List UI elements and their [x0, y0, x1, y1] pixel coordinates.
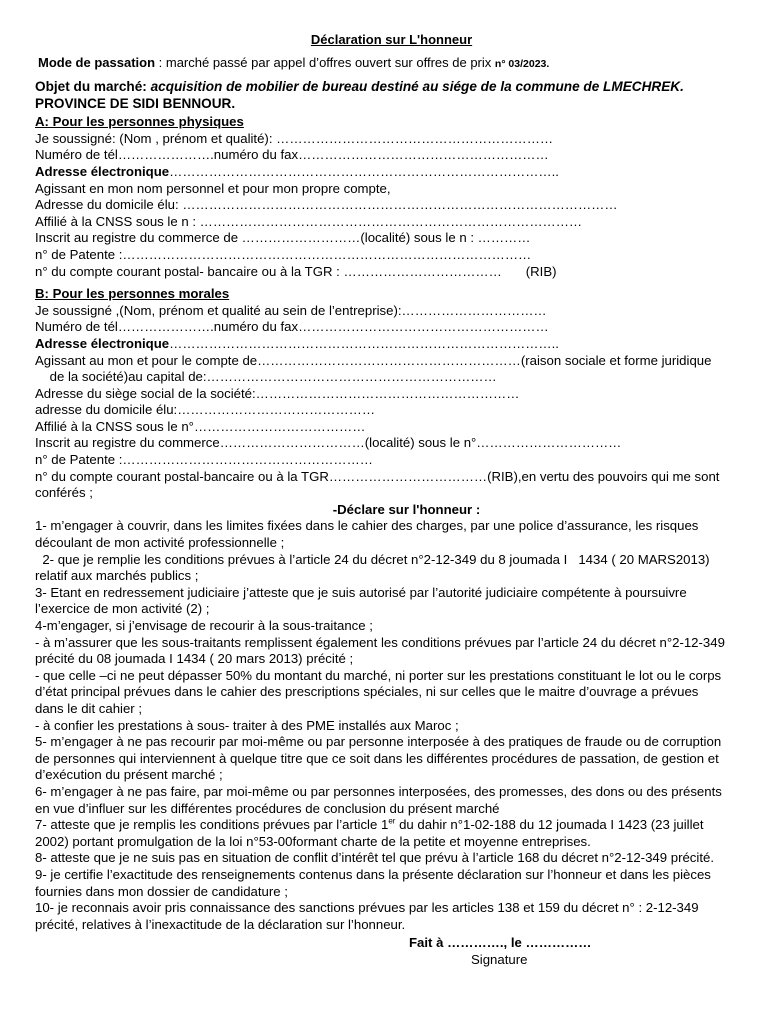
fait-a-line: Fait à …………., le ……………	[409, 935, 592, 951]
document-title: Déclaration sur L'honneur	[310, 32, 473, 47]
b-email-label: Adresse électronique	[35, 335, 170, 351]
signature-label: Signature	[471, 951, 528, 967]
item-line: l’exercice de mon activité (2) ;	[35, 601, 210, 617]
declare-heading: -Déclare sur l'honneur :	[332, 501, 481, 517]
section-b-heading: B: Pour les personnes morales	[35, 286, 230, 302]
item-line: 4-m’engager, si j’envisage de recourir à la sous-traitance ;	[35, 618, 373, 633]
item-line: - à m’assurer que les sous-traitants remplissent également les conditions prévues par l’article 24 du décret n°2-12-349	[35, 634, 725, 650]
b-patente: n° de Patente :…………………………………………………	[35, 452, 373, 468]
b-domicile: adresse du domicile élu:………………………………………	[35, 402, 376, 418]
item-line: 10- je reconnais avoir pris connaissance des sanctions prévues par les articles 138 et 159 du décret n° : 2-12-349	[35, 900, 699, 916]
a-telephone: Numéro de tél………………….numéro du fax…………………………………………………	[35, 147, 549, 163]
declaration-items	[35, 518, 730, 933]
mode-number: n° 03/2023.	[494, 57, 550, 70]
a-email-dots: ……………………………………………………………………………..	[169, 163, 559, 179]
b-cnss: Affilié à la CNSS sous le n°…………………………………	[35, 418, 366, 434]
a-email-label: Adresse électronique	[35, 163, 170, 179]
a-compte-text: n° du compte courant postal- bancaire ou à la TGR : ………………………………	[35, 263, 502, 279]
a-patente: n° de Patente :…………………………………………………………………………………	[35, 246, 532, 262]
objet-label: Objet du marché:	[35, 79, 151, 95]
item-line: 2- que je remplie les conditions prévues à l’article 24 du décret n°2-12-349 du 8 joumada I 1434 ( 20 MARS2013)	[35, 551, 710, 567]
b-email-dots: ……………………………………………………………………………..	[169, 335, 559, 351]
item-line: 6- m’engager à ne pas faire, par moi-même ou par personnes interposées, des promesses, des dons ou des présents	[35, 783, 722, 799]
item-line: d’exécution du présent marché ;	[35, 767, 223, 783]
b-email	[35, 336, 730, 353]
a-agissant: Agissant en mon nom personnel et pour mon propre compte,	[35, 180, 391, 196]
item-7-sup: er	[388, 817, 396, 826]
item-line: en vue d’influer sur les différentes procédures de conclusion du présent marché	[35, 800, 500, 816]
item-line: fournies dans mon dossier de candidature ;	[35, 883, 288, 899]
objet-marche	[35, 78, 730, 95]
a-registre: Inscrit au registre du commerce de ………………………(localité) sous le n : …………	[35, 230, 531, 246]
mode-text: : marché passé par appel d’offres ouvert sur offres de prix	[155, 54, 495, 70]
mode-passation	[38, 55, 730, 73]
item-line: dans le dit cahier ;	[35, 700, 143, 716]
a-rib: (RIB)	[525, 263, 557, 279]
b-compte: n° du compte courant postal-bancaire ou à la TGR………………………………(RIB),en vertu des pouvoirs qui me sont	[35, 468, 720, 484]
item-line: précité du 08 joumada I 1434 ( 20 mars 2013) précité ;	[35, 651, 354, 667]
b-agissant: Agissant au mon et pour le compte de……………………………………………………(raison sociale et forme juridique	[35, 352, 712, 368]
item-line: 3- Etant en redressement judiciaire j’atteste que je suis autorisé par l’autorité judiciaire compétente à poursuivre	[35, 584, 687, 600]
b-capital: de la société)au capital de:…………………………………………………………	[35, 369, 497, 385]
item-line: 9- je certifie l’exactitude des renseignements contenus dans la présente déclaration sur l’honneur et dans les pièces	[35, 866, 711, 882]
item-line: d’état principal prévues dans le cahier des prescriptions spéciales, ni sur celles que le maitre d’ouvrage a prévues	[35, 684, 699, 700]
a-soussigne: Je soussigné: (Nom , prénom et qualité): ………………………………………………………	[35, 130, 554, 146]
objet-text: acquisition de mobilier de bureau destiné au siége de la commune de LMECHREK.	[150, 79, 684, 95]
item-line: découlant de mon activité professionnelle ;	[35, 535, 285, 551]
item-line: 8- atteste que je ne suis pas en situation de conflit d’intérêt tel que prévu à l’article 168 du décret n°2-12-349 précité.	[35, 850, 714, 866]
item-7-part1: 7- atteste que je remplis les conditions prévues par l’article 1	[35, 817, 389, 833]
item-line: de personnes qui interviennent à quelque titre que ce soit dans les différentes procédures de passation, de gestion et	[35, 750, 719, 766]
b-siege: Adresse du siège social de la société:……………………………………………………	[35, 385, 520, 401]
b-registre: Inscrit au registre du commerce……………………………(localité) sous le n°……………………………	[35, 435, 622, 451]
item-7-line	[35, 817, 730, 834]
item-line: 2002) portant promulgation de la loi n°53-00formant charte de la petite et moyenne entreprises.	[35, 833, 591, 849]
item-line: 5- m’engager à ne pas recourir par moi-même ou par personne interposée à des pratiques de fraude ou de corruption	[35, 734, 722, 750]
item-line: 1- m’engager à couvrir, dans les limites fixées dans le cahier des charges, par une police d’assurance, les risques	[35, 518, 699, 534]
a-domicile: Adresse du domicile élu: ………………………………………………………………………………………	[35, 197, 618, 213]
b-soussigne: Je soussigné ,(Nom, prénom et qualité au sein de l’entreprise):……………………………	[35, 302, 547, 318]
a-email	[35, 164, 730, 181]
item-line: - à confier les prestations à sous- traiter à des PME installés aux Maroc ;	[35, 717, 459, 733]
b-confere: conférés ;	[35, 485, 93, 501]
section-a-heading: A: Pour les personnes physiques	[35, 114, 244, 130]
item-line: relatif aux marchés publics ;	[35, 568, 199, 584]
item-line: précité, relatives à l’inexactitude de la déclaration sur l’honneur.	[35, 916, 406, 932]
item-7-part2: du dahir n°1-02-188 du 12 joumada I 1423 (23 juillet	[395, 817, 704, 833]
b-telephone: Numéro de tél………………….numéro du fax…………………………………………………	[35, 319, 549, 335]
item-line: - que celle –ci ne peut dépasser 50% du montant du marché, ni porter sur les prestations constituant le lot ou le corps	[35, 667, 722, 683]
objet-province: PROVINCE DE SIDI BENNOUR.	[35, 96, 236, 112]
a-cnss: Affilié à la CNSS sous le n : ……………………………………………………………………………	[35, 213, 583, 229]
mode-label: Mode de passation	[38, 54, 156, 70]
a-compte	[35, 264, 730, 281]
